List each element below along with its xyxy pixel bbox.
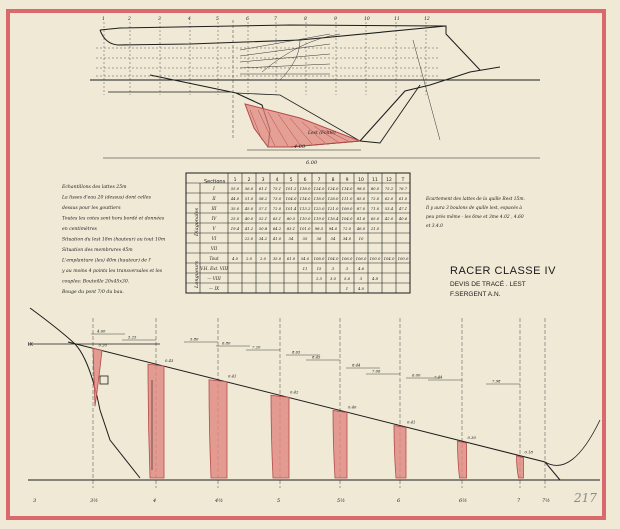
ballast-section [209, 380, 227, 478]
top-station-label: 4 [188, 17, 191, 22]
title-line-1: RACER CLASSE IV [450, 265, 556, 277]
table-cell: 3 [359, 276, 363, 281]
ballast-depth-label: 0.42 [290, 389, 299, 395]
table-cell: 35.0 [230, 206, 240, 211]
table-row-label: V [212, 226, 216, 231]
table-cell: 15 [316, 266, 322, 271]
table-cell: 98.0 [356, 186, 366, 191]
table-cell: 104.0 [341, 216, 353, 221]
table-cell: 100.0 [369, 256, 381, 261]
note-left-line: Toutes les cotes sont hors bordé et données [62, 216, 165, 222]
table-cells [200, 177, 409, 291]
notes-right [425, 197, 525, 229]
table-cell: 85.0 [356, 196, 366, 201]
table-cell: 118.0 [299, 186, 311, 191]
ballast-section [148, 364, 164, 478]
table-grid-lines [186, 173, 410, 293]
table-cell: 56 [316, 236, 322, 241]
table-column-header: T [401, 178, 405, 183]
table-cell: 58.2 [258, 196, 268, 201]
table-cell: 19.4 [230, 226, 240, 231]
table-column-header: 8 [331, 178, 335, 183]
table-cell: 35.0 [272, 256, 282, 261]
table-cell: 3.0 [329, 276, 337, 281]
table-diagonal-label: Diagonales [194, 207, 200, 236]
table-cell: 52.1 [258, 216, 268, 221]
table-cell: 2.0 [259, 256, 267, 261]
note-left-line: couples: Bouteille 20x45x30. [62, 279, 130, 285]
ballast-depth-label: 0.20 [98, 342, 107, 348]
bottom-ballast-sections [93, 342, 534, 478]
table-cell: 63.1 [272, 216, 282, 221]
table-cell: 34.0 [342, 236, 352, 241]
table-column-header: 10 [358, 178, 364, 183]
table-cell: 61.0 [398, 196, 408, 201]
bottom-station-label: 3 [33, 498, 37, 504]
table-cell: 10 [358, 236, 364, 241]
top-station-label: 5 [216, 17, 219, 22]
top-station-label: 9 [334, 17, 337, 22]
offsets-table [186, 173, 410, 293]
table-cell: 72.0 [370, 196, 380, 201]
table-cell: 41.0 [272, 236, 282, 241]
table-cell: 75.2 [384, 186, 394, 191]
bottom-station-label: 4 [153, 498, 157, 504]
table-cell: 47.1 [398, 206, 408, 211]
table-column-header: 9 [345, 178, 349, 183]
ballast-section [333, 410, 347, 478]
note-left-line: Echantillons des lattes 25m [62, 185, 127, 190]
table-cell: 80.5 [286, 216, 296, 221]
table-cell: 72.0 [272, 206, 282, 211]
table-cell: 113.2 [299, 206, 311, 211]
bottom-station-label: 5 [277, 498, 281, 504]
table-cell: 114.0 [341, 186, 353, 191]
table-cell: 124.0 [313, 186, 325, 191]
top-hull-profile [90, 16, 540, 166]
note-left-line: Bouge du pont 7/0 du bau. [62, 290, 124, 295]
bottom-ballast-profile [28, 308, 600, 504]
bottom-dim-label: 5.25 [128, 334, 137, 340]
table-cell: 73.0 [272, 196, 282, 201]
note-left-line: Situation des membrures 45m [62, 248, 133, 253]
table-row-label: III [211, 206, 217, 211]
bottom-dim-label: 7.20 [252, 344, 261, 350]
top-station-label: 11 [394, 17, 400, 22]
table-cell: 128.0 [327, 196, 339, 201]
table-cell: 41.2 [244, 226, 254, 231]
table-column-header: 11 [372, 178, 378, 183]
bottom-dim-label: 7.44 [434, 374, 443, 380]
table-row-label: VII [210, 246, 218, 251]
ballast-section [458, 441, 467, 478]
table-cell: 65.0 [370, 216, 380, 221]
sheet-number: 217 [574, 491, 597, 505]
table-cell: 2.5 [315, 276, 323, 281]
table-cell: 81.6 [356, 216, 366, 221]
table-cell: 116.4 [327, 216, 339, 221]
table-cell: 55.0 [230, 186, 240, 191]
table-cell: 4.8 [371, 276, 379, 281]
table-cell: 54 [330, 236, 336, 241]
ballast-section [271, 395, 289, 478]
table-cell: 21.0 [370, 226, 380, 231]
note-right-line: Ecartement des lattes de la quille Rest 15m. [426, 197, 525, 202]
table-cell: 72.0 [342, 226, 352, 231]
table-column-header: 1 [233, 178, 237, 183]
top-station-label: 8 [304, 17, 307, 22]
table-cell: 76.7 [398, 186, 408, 191]
table-cell: 34.2 [258, 236, 268, 241]
ballast-depth-label: 0.43 [165, 358, 174, 364]
bottom-dim-label: 8.44 [352, 362, 361, 368]
title-line-3: F.SERGENT A.N. [450, 291, 501, 298]
bottom-dim-label: 4.60 [97, 328, 106, 334]
bottom-dim-label: 8.45 [312, 354, 321, 360]
bottom-dim-label: 8.65 [292, 349, 301, 355]
table-cell: 83.1 [286, 226, 296, 231]
bottom-dim-label: 6.80 [222, 340, 231, 346]
bottom-station-label: 7 [517, 498, 521, 504]
top-station-label: 2 [128, 17, 131, 22]
table-cell: 5.6 [343, 276, 351, 281]
table-cell: 55 [302, 236, 308, 241]
table-column-header: 6 [303, 178, 307, 183]
table-column-header: 2 [247, 178, 251, 183]
top-station-label: 12 [424, 17, 430, 22]
table-column-header: 4 [275, 178, 279, 183]
table-cell: 71.0 [370, 206, 380, 211]
table-cell: 3 [345, 266, 349, 271]
table-cell: 53.4 [384, 206, 394, 211]
bottom-station-label: 5½ [337, 498, 346, 504]
bottom-station-labels [33, 497, 550, 504]
ballast-depth-label: 0.40 [348, 404, 357, 410]
notes-left [61, 184, 166, 295]
table-cell: 114.0 [299, 196, 311, 201]
table-cell: 4.6 [357, 266, 365, 271]
top-overall-dimension: 6.00 [306, 160, 318, 166]
top-sub-dimension: 4.00 [294, 144, 306, 150]
table-column-header: 3 [261, 178, 265, 183]
table-cell: 50.8 [258, 226, 268, 231]
table-cell: 104.0 [327, 256, 339, 261]
bottom-station-label: 7½ [542, 498, 551, 504]
ballast-depth-label: 0.30 [467, 435, 476, 441]
table-cell: 101.2 [285, 186, 297, 191]
table-row-label: — VIII [207, 276, 221, 281]
title-block [450, 265, 556, 298]
top-station-label: 6 [246, 17, 249, 22]
table-cell: 3 [331, 266, 335, 271]
table-cell: 54 [288, 236, 294, 241]
top-station-label: 10 [364, 17, 370, 22]
top-sheer-line [100, 25, 480, 70]
table-cell: 75.1 [272, 186, 282, 191]
table-cell: 4.0 [357, 286, 365, 291]
bottom-aft-curve [545, 420, 600, 465]
bottom-dim-label: 7.06 [372, 368, 381, 374]
table-cell: 56.0 [244, 186, 254, 191]
table-header-label: Sections [204, 179, 226, 185]
table-cell: 44.0 [230, 196, 240, 201]
table-cell: 57.1 [258, 206, 268, 211]
table-cell: 11 [302, 266, 308, 271]
table-cell: 104.0 [285, 196, 297, 201]
note-left-line: La lisses d'eau 20 (dessus) dont celles [62, 195, 151, 201]
table-cell: 118.0 [313, 196, 325, 201]
table-cell: 54.0 [300, 256, 310, 261]
note-left-line: dessus pour les gouttiers [62, 206, 121, 211]
table-column-header: 12 [386, 178, 392, 183]
title-line-2: DEVIS DE TRACÉ . LEST [450, 281, 526, 288]
table-row-label: VI [211, 236, 217, 241]
ballast-section [517, 456, 524, 478]
table-cell: 106.0 [355, 256, 367, 261]
bottom-ballast-top-line [68, 342, 560, 480]
table-cell: 98.5 [314, 226, 324, 231]
bottom-box-marker [100, 376, 108, 384]
table-cell: 111.0 [341, 196, 353, 201]
table-cell: 101.0 [299, 226, 311, 231]
table-cell: 40.6 [398, 216, 408, 221]
table-row-label: — IX [208, 286, 220, 291]
table-cell: 101.4 [285, 206, 297, 211]
note-right-line: et 3.4.0 [426, 224, 443, 229]
note-left-line: y au moins 4 points les transversales et les [62, 269, 163, 274]
table-row-label: Tout [209, 256, 219, 261]
bottom-station-label: 4½ [215, 498, 224, 504]
note-right-line: Il y aura 3 boulons de quille lest, espacés à [426, 206, 523, 211]
top-station-label: 7 [274, 17, 277, 22]
table-row-label: II [212, 196, 216, 201]
table-cell: 100.0 [397, 256, 409, 261]
top-deck-line [100, 26, 446, 45]
table-cell: 61.0 [286, 256, 296, 261]
bottom-waterline-label: IX [28, 342, 33, 348]
table-cell: 4.0 [231, 256, 239, 261]
table-cell: 62.0 [384, 196, 394, 201]
table-cell: 80.0 [370, 186, 380, 191]
table-cell: 124.0 [327, 186, 339, 191]
bottom-dim-label: 6.00 [412, 372, 421, 378]
table-cell: 22.0 [244, 236, 254, 241]
table-cell: 45.0 [244, 206, 254, 211]
table-cell: 104.0 [383, 256, 395, 261]
table-row-label: IV [211, 216, 217, 221]
table-cell: 123.0 [313, 206, 325, 211]
table-cell: 108.0 [341, 206, 353, 211]
top-station-label: 3 [158, 17, 161, 22]
table-cell: 108.0 [313, 256, 325, 261]
bottom-dim-label: 5.80 [190, 336, 199, 342]
table-cell: 87.0 [356, 206, 366, 211]
bottom-dim-label: 7.98 [492, 378, 501, 384]
table-cell: 106.0 [341, 256, 353, 261]
table-row-label: V.H. Ext. VIII [200, 266, 228, 271]
ballast-depth-label: 0.41 [407, 419, 416, 425]
table-column-header: 5 [289, 178, 293, 183]
top-ballast [245, 104, 360, 147]
note-right-line: peu près même - les 6me et 3me 4.02 , 4.60 [426, 215, 524, 220]
table-cell: 119.0 [313, 216, 325, 221]
note-left-line: en centimètres [62, 227, 97, 232]
table-cell: 1 [345, 286, 349, 291]
ballast-section [394, 426, 406, 478]
table-cell: 61.1 [258, 186, 268, 191]
table-row-label: I [213, 186, 215, 191]
table-cell: 110.0 [299, 216, 311, 221]
ballast-depth-label: 0.18 [524, 449, 533, 455]
table-cell: 51.0 [244, 196, 254, 201]
table-cell: 25.0 [230, 216, 240, 221]
table-column-header: 7 [317, 178, 321, 183]
bottom-bow-curve [30, 308, 140, 478]
bottom-station-label: 6½ [459, 498, 468, 504]
ballast-depth-label: 0.41 [228, 373, 237, 379]
table-cell: 40.0 [244, 216, 254, 221]
table-cell: 94.0 [328, 226, 338, 231]
top-ballast-label: Lest (Fonte) [308, 131, 336, 136]
bottom-station-label: 6 [397, 498, 401, 504]
bottom-station-label: 3½ [90, 498, 99, 504]
top-station-grid [96, 22, 440, 95]
top-station-label: 1 [102, 17, 105, 22]
table-cell: 64.2 [272, 226, 282, 231]
top-station-labels [102, 16, 430, 22]
table-cell: 121.0 [327, 206, 339, 211]
note-left-line: L'emplanture (les) 40m (hauteur) de l' [62, 258, 152, 264]
note-left-line: Situation du lest 18m (hauteur) au tout 10m [62, 237, 166, 243]
table-cell: 42.0 [384, 216, 394, 221]
table-longueur-label: Longueurs [194, 260, 200, 288]
top-rudder [360, 85, 420, 143]
table-cell: 46.0 [356, 226, 366, 231]
table-cell: 2.0 [245, 256, 253, 261]
